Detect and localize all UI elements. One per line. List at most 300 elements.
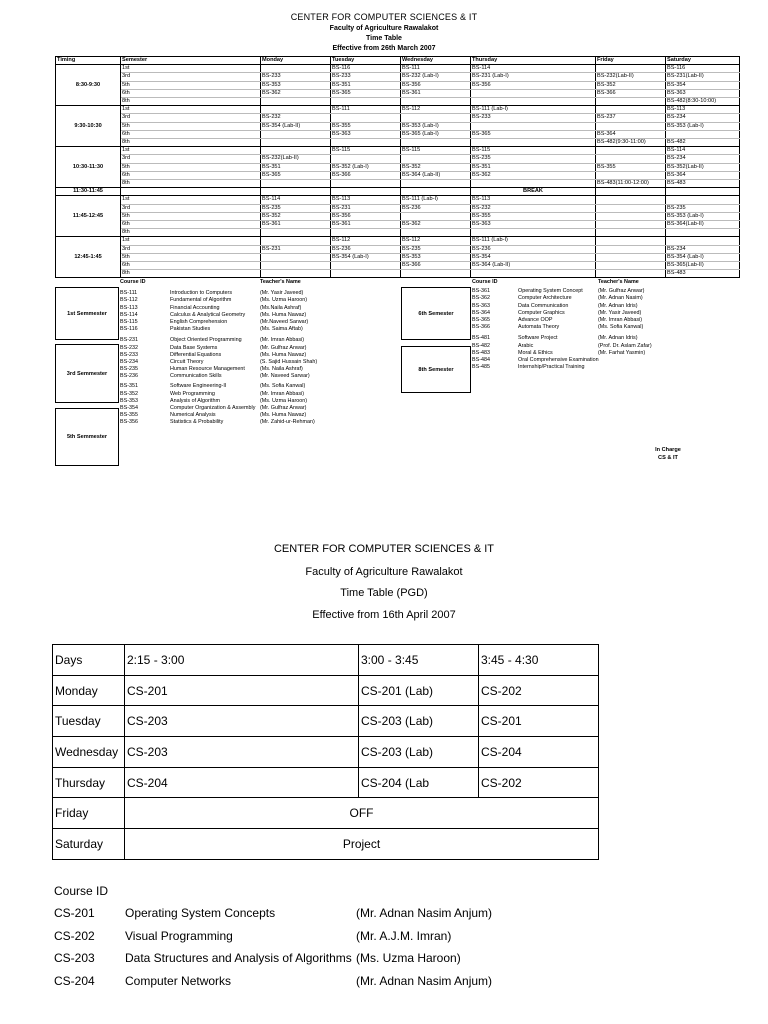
timetable-row <box>56 245 740 253</box>
course-cell: BS-483 <box>666 270 740 278</box>
course-id: BS-231 <box>120 337 138 344</box>
course-cell: BS-365 <box>331 89 401 97</box>
teacher-name: (Ms. Huma Nawaz) <box>260 412 307 419</box>
timetable-row <box>56 262 740 270</box>
semester-cell: 8th <box>121 180 261 188</box>
course-cell: BS-356 <box>401 81 471 89</box>
sem6-course-list <box>472 288 732 331</box>
course-row <box>120 398 410 405</box>
course-cell: BS-232 <box>471 204 596 212</box>
course-row <box>120 412 410 419</box>
course-cell <box>596 196 666 204</box>
course-cell <box>471 139 596 147</box>
course-row <box>120 352 410 359</box>
course-id: BS-366 <box>472 324 490 331</box>
col-thursday: Thursday <box>471 57 596 65</box>
course-row <box>120 391 410 398</box>
course-cell: BS-366 <box>331 171 401 179</box>
course-name: Computer Organization & Assembly <box>170 405 256 411</box>
course-list-header-right <box>472 279 732 286</box>
semester-cell: 8th <box>121 98 261 106</box>
course-name: Moral & Ethics <box>518 349 553 356</box>
pgd-course-cell: CS-204 <box>125 767 359 798</box>
course-id: BS-233 <box>120 351 138 358</box>
timetable-row <box>56 122 740 130</box>
semester-cell: 8th <box>121 139 261 147</box>
course-cell: BS-366 <box>401 262 471 270</box>
pgd-teacher-name: (Mr. Adnan Nasim Anjum) <box>356 973 493 988</box>
course-cell: BS-351 <box>331 81 401 89</box>
pgd-course-cell: CS-204 (Lab <box>359 767 479 798</box>
teacher-name: (Mr.Naveed Sarwar) <box>260 318 309 325</box>
pgd-col-slot2: 3:00 - 3:45 <box>359 645 479 676</box>
timetable-row <box>56 253 740 261</box>
teacher-name: (Mr. Gulfraz Anwar) <box>260 405 307 411</box>
course-cell <box>401 180 471 188</box>
semester-cell: 3rd <box>121 245 261 253</box>
break-blank-cell <box>666 188 740 196</box>
course-row <box>120 419 410 426</box>
course-cell <box>596 122 666 130</box>
course-cell: BS-363 <box>471 221 596 229</box>
pgd-course-name: Operating System Concepts <box>125 906 276 921</box>
pgd-day-cell: Saturday <box>53 829 125 860</box>
course-cell <box>331 155 401 163</box>
pgd-timetable-body <box>53 645 599 860</box>
teacher-name: (Mr. Adnan Nasim) <box>598 295 643 302</box>
course-cell <box>596 229 666 237</box>
course-id: BS-234 <box>120 358 138 365</box>
semester-cell: 8th <box>121 229 261 237</box>
course-row <box>472 350 732 357</box>
col-monday: Monday <box>261 57 331 65</box>
course-row <box>120 337 410 344</box>
sem5-course-list <box>120 383 410 426</box>
pgd-row <box>53 767 599 798</box>
pgd-course-id-heading: Course ID <box>54 884 109 898</box>
pgd-col-days: Days <box>53 645 125 676</box>
semester-cell: 6th <box>121 221 261 229</box>
timetable-row <box>56 73 740 81</box>
break-blank-cell <box>331 188 401 196</box>
timetable-row <box>56 270 740 278</box>
semester-cell: 3rd <box>121 204 261 212</box>
course-cell: BS-112 <box>331 237 401 245</box>
course-cell: BS-355 <box>596 163 666 171</box>
course-cell <box>596 245 666 253</box>
course-cell: BS-235 <box>471 155 596 163</box>
course-cell <box>261 65 331 73</box>
course-row <box>120 326 410 333</box>
time-slot-cell: 10:30-11:30 <box>56 147 121 188</box>
course-cell: BS-483(11:00-12:00) <box>596 180 666 188</box>
teacher-name: (Ms. Sofia Kanwal) <box>598 324 644 331</box>
course-cell: BS-116 <box>666 65 740 73</box>
sem1-label-box: 1st Semmester <box>55 287 119 340</box>
semester-cell: 5th <box>121 163 261 171</box>
teacher-name: (Mr. Gulfraz Anwar) <box>260 344 307 351</box>
pgd-course-id: CS-202 <box>54 928 95 943</box>
course-cell <box>666 237 740 245</box>
course-cell <box>401 114 471 122</box>
pgd-row <box>53 737 599 768</box>
teacher-name: (Mr. Imran Abbasi) <box>260 390 305 397</box>
course-cell: BS-233 <box>261 73 331 81</box>
course-name: Statistics & Probability <box>170 419 224 426</box>
course-list-right <box>472 279 732 371</box>
timetable-row <box>56 65 740 73</box>
course-id: BS-236 <box>120 373 138 380</box>
break-label: BREAK <box>471 188 596 196</box>
pgd-timetable-title: Time Table (PGD) <box>340 587 428 599</box>
course-id: BS-111 <box>120 290 138 297</box>
course-cell: BS-361 <box>261 221 331 229</box>
course-cell <box>331 270 401 278</box>
course-cell <box>261 180 331 188</box>
course-cell: BS-351 <box>261 163 331 171</box>
pgd-course-name: Data Structures and Analysis of Algorithms <box>125 951 352 966</box>
course-cell: BS-235 <box>401 245 471 253</box>
teacher-name: (Mr. Imran Abbasi) <box>598 316 643 323</box>
pgd-course-cell: CS-203 (Lab) <box>359 737 479 768</box>
course-cell <box>471 180 596 188</box>
course-cell: BS-365 <box>471 130 596 138</box>
timetable-row <box>56 106 740 114</box>
timetable-row <box>56 89 740 97</box>
course-cell <box>596 237 666 245</box>
course-cell: BS-236 <box>401 204 471 212</box>
sem8-course-list <box>472 335 732 371</box>
col-saturday: Saturday <box>666 57 740 65</box>
course-name: Automata Theory <box>518 324 560 331</box>
semester-cell: 3rd <box>121 73 261 81</box>
course-id: BS-235 <box>120 366 138 373</box>
course-cell: BS-355 <box>471 212 596 220</box>
course-id: BS-116 <box>120 326 138 333</box>
in-charge-signature <box>640 446 696 462</box>
pgd-course-id: CS-204 <box>54 973 95 988</box>
course-cell <box>596 98 666 106</box>
pgd-day-cell: Thursday <box>53 767 125 798</box>
course-id: BS-485 <box>472 364 490 371</box>
teacher-name: (Prof. Dr. Aslam Zafar) <box>598 342 652 349</box>
course-name: Introduction to Computers <box>170 290 233 297</box>
course-cell: BS-112 <box>401 237 471 245</box>
pgd-teacher-name: (Ms. Uzma Haroon) <box>356 951 461 966</box>
teacher-name: (Ms.Naila Ashraf) <box>260 304 302 311</box>
course-row <box>120 405 410 412</box>
pgd-row <box>53 798 599 829</box>
course-cell: BS-364 <box>666 171 740 179</box>
course-list-header <box>120 279 410 286</box>
teacher-name: (Ms. Huma Nawaz) <box>260 351 307 358</box>
teacher-name: (Ms. Naila Ashraf) <box>260 366 303 373</box>
course-cell <box>596 155 666 163</box>
course-cell: BS-362 <box>471 171 596 179</box>
break-blank-cell <box>596 188 666 196</box>
semester-cell: 5th <box>121 253 261 261</box>
pgd-day-cell: Tuesday <box>53 706 125 737</box>
course-cell <box>261 270 331 278</box>
course-cell: BS-234 <box>666 245 740 253</box>
course-name: Communication Skills <box>170 373 222 380</box>
course-cell: BS-353 (Lab-I) <box>401 122 471 130</box>
course-cell <box>261 98 331 106</box>
course-id: BS-113 <box>120 304 138 311</box>
course-cell: BS-115 <box>331 147 401 155</box>
timetable-row <box>56 171 740 179</box>
sem8-label-box: 8th Semester <box>401 346 471 393</box>
course-cell: BS-113 <box>331 196 401 204</box>
course-cell <box>596 65 666 73</box>
course-cell <box>596 212 666 220</box>
time-slot-cell: 12:45-1:45 <box>56 237 121 278</box>
course-name: Web Programming <box>170 390 215 397</box>
course-id: BS-364 <box>472 309 490 316</box>
course-cell <box>261 139 331 147</box>
pgd-course-name: Computer Networks <box>125 973 232 988</box>
teacher-name: (Mr. Adnan Idris) <box>598 302 638 309</box>
pgd-course-cell: CS-203 (Lab) <box>359 706 479 737</box>
course-row <box>120 359 410 366</box>
teacher-name: (Ms. Sofia Kanwal) <box>260 383 306 390</box>
course-cell: BS-364 <box>596 130 666 138</box>
course-name: Advance OOP <box>518 316 553 323</box>
course-cell <box>261 147 331 155</box>
course-cell: BS-352 <box>401 163 471 171</box>
pgd-teacher-name: (Mr. A.J.M. Imran) <box>356 928 452 943</box>
pgd-course-cell: CS-201 <box>125 675 359 706</box>
course-row <box>120 345 410 352</box>
course-cell: BS-237 <box>596 114 666 122</box>
timetable-row <box>56 163 740 171</box>
pgd-course-cell: CS-204 <box>479 737 599 768</box>
break-time-cell: 11:30-11:45 <box>56 188 121 196</box>
semester-cell: 8th <box>121 270 261 278</box>
course-id: BS-232 <box>120 344 138 351</box>
pgd-faculty-name: Faculty of Agriculture Rawalakot <box>305 566 463 578</box>
course-row <box>120 319 410 326</box>
course-cell: BS-111 <box>401 65 471 73</box>
course-cell <box>596 106 666 114</box>
course-cell: BS-353 (Lab-I) <box>666 122 740 130</box>
course-cell: BS-113 <box>666 106 740 114</box>
timetable-row <box>56 237 740 245</box>
teacher-name: (Mr. Yasir Javeed) <box>598 309 642 316</box>
time-slot-cell: 11:45-12:45 <box>56 196 121 237</box>
course-cell: BS-361 <box>331 221 401 229</box>
course-name: English Comprehension <box>170 318 228 325</box>
course-row <box>472 324 732 331</box>
teacher-name: (Ms. Huma Nawaz) <box>260 311 307 318</box>
course-cell <box>331 114 401 122</box>
teacher-name: (Mr. Naveed Sarwar) <box>260 373 310 380</box>
course-cell: BS-354 <box>471 253 596 261</box>
course-row <box>472 357 732 364</box>
course-name: Pakistan Studies <box>170 326 211 333</box>
course-cell: BS-364(Lab-II) <box>666 221 740 229</box>
course-row <box>472 310 732 317</box>
timetable-body <box>56 65 740 278</box>
timetable-row <box>56 98 740 106</box>
pgd-course-name: Visual Programming <box>125 928 233 943</box>
semester-cell: 6th <box>121 171 261 179</box>
course-id: BS-482 <box>472 342 490 349</box>
in-charge-label: In Charge <box>655 447 681 453</box>
page-title: CENTER FOR COMPUTER SCIENCES & IT <box>290 12 478 22</box>
course-row <box>120 312 410 319</box>
pgd-course-cell: CS-201 (Lab) <box>359 675 479 706</box>
course-cell: BS-234 <box>666 155 740 163</box>
course-name: Object Oriented Programming <box>170 337 242 344</box>
semester-cell: 1st <box>121 196 261 204</box>
teacher-name: (Mr. Zahid-ur-Rehman) <box>260 419 315 426</box>
course-cell: BS-231 (Lab-I) <box>471 73 596 81</box>
semester-cell: 5th <box>121 81 261 89</box>
course-cell <box>666 196 740 204</box>
course-id: BS-352 <box>120 390 138 397</box>
course-name: Differential Equations <box>170 351 222 358</box>
course-row <box>120 305 410 312</box>
course-cell: BS-482(8:30-10:00) <box>666 98 740 106</box>
teacher-heading-right: Teacher's Name <box>598 279 639 285</box>
course-name: Software Project <box>518 335 558 342</box>
course-name: Software Engineering-II <box>170 383 227 390</box>
course-cell: BS-111 (Lab-I) <box>471 106 596 114</box>
course-name: Computer Architecture <box>518 295 572 302</box>
col-tuesday: Tuesday <box>331 57 401 65</box>
course-id: BS-353 <box>120 397 138 404</box>
course-name: Oral Comprehensive Examination <box>518 356 599 363</box>
course-cell <box>331 139 401 147</box>
course-cell: BS-482(9:30-11:00) <box>596 139 666 147</box>
course-row <box>120 297 410 304</box>
course-cell: BS-115 <box>471 147 596 155</box>
course-id-heading-right: Course ID <box>472 279 498 285</box>
break-row <box>56 188 740 196</box>
course-row <box>120 290 410 297</box>
course-cell: BS-366 <box>596 89 666 97</box>
course-cell: BS-363 <box>331 130 401 138</box>
course-cell: BS-235 <box>261 204 331 212</box>
time-slot-cell: 9:30-10:30 <box>56 106 121 147</box>
course-name: Circuit Theory <box>170 358 204 365</box>
sem1-course-list <box>120 290 410 333</box>
course-cell <box>596 262 666 270</box>
course-id: BS-351 <box>120 383 138 390</box>
pgd-timetable <box>52 644 599 860</box>
course-row <box>472 295 732 302</box>
pgd-course-id: CS-201 <box>54 906 95 921</box>
effective-date: Effective from 26th March 2007 <box>332 45 436 52</box>
course-cell: BS-231 <box>261 245 331 253</box>
teacher-name: (Ms. Uzma Haroon) <box>260 397 308 404</box>
course-id: BS-355 <box>120 412 138 419</box>
semester-cell: 5th <box>121 122 261 130</box>
course-cell <box>261 237 331 245</box>
timetable-row <box>56 212 740 220</box>
course-id: BS-362 <box>472 295 490 302</box>
course-row <box>472 343 732 350</box>
course-row <box>472 288 732 295</box>
course-id: BS-363 <box>472 302 490 309</box>
course-id: BS-356 <box>120 419 138 426</box>
pgd-course-cell: CS-202 <box>479 675 599 706</box>
timetable-row <box>56 147 740 155</box>
course-cell: BS-352 <box>261 212 331 220</box>
course-cell: BS-231 <box>331 204 401 212</box>
pgd-merged-cell: OFF <box>125 798 599 829</box>
course-cell <box>666 229 740 237</box>
course-cell <box>471 229 596 237</box>
course-name: Operating System Concept <box>518 288 583 295</box>
course-cell: BS-361 <box>401 89 471 97</box>
course-id: BS-354 <box>120 405 138 411</box>
timetable-row <box>56 155 740 163</box>
teacher-heading: Teacher's Name <box>260 279 301 285</box>
course-id: BS-112 <box>120 297 138 304</box>
course-cell: BS-234 <box>666 114 740 122</box>
semester-cell: 5th <box>121 212 261 220</box>
course-cell: BS-111 <box>331 106 401 114</box>
course-id: BS-114 <box>120 311 138 318</box>
course-cell <box>596 204 666 212</box>
semester-cell: 3rd <box>121 114 261 122</box>
course-row <box>472 335 732 342</box>
course-cell <box>331 229 401 237</box>
sem6-label-box: 6th Semester <box>401 287 471 340</box>
course-row <box>120 366 410 373</box>
course-cell: BS-355 <box>331 122 401 130</box>
course-cell: BS-365(Lab-II) <box>666 262 740 270</box>
timetable-header-row <box>56 57 740 65</box>
course-cell <box>331 262 401 270</box>
course-cell: BS-482 <box>666 139 740 147</box>
course-cell: BS-233 <box>471 114 596 122</box>
course-cell <box>666 130 740 138</box>
course-cell <box>261 106 331 114</box>
pgd-teacher-name: (Mr. Adnan Nasim Anjum) <box>356 906 493 921</box>
course-cell <box>471 89 596 97</box>
faculty-name: Faculty of Agriculture Rawalakot <box>329 25 439 32</box>
course-cell <box>261 229 331 237</box>
teacher-name: (Mr. Farhat Yasmin) <box>598 349 646 356</box>
course-cell: BS-236 <box>471 245 596 253</box>
semester-cell: 6th <box>121 89 261 97</box>
course-cell: BS-353 <box>261 81 331 89</box>
timetable-row <box>56 139 740 147</box>
course-cell: BS-354 (Lab-I) <box>666 253 740 261</box>
course-row <box>120 373 410 380</box>
course-cell: BS-114 <box>666 147 740 155</box>
course-cell <box>596 171 666 179</box>
pgd-header-row <box>53 645 599 676</box>
timetable-title: Time Table <box>366 35 402 42</box>
pgd-day-cell: Wednesday <box>53 737 125 768</box>
pgd-center-title: CENTER FOR COMPUTER SCIENCES & IT <box>273 543 495 555</box>
course-cell: BS-232 (Lab-I) <box>401 73 471 81</box>
main-timetable <box>55 56 740 278</box>
course-cell: BS-354 (Lab-I) <box>331 253 401 261</box>
teacher-name: (Ms. Uzma Haroon) <box>260 297 308 304</box>
course-cell: BS-233 <box>331 73 401 81</box>
sem5-label-box: 5th Semmester <box>55 408 119 466</box>
course-id-heading: Course ID <box>120 279 146 285</box>
break-blank-cell <box>261 188 331 196</box>
semester-cell: 3rd <box>121 155 261 163</box>
course-cell: BS-232(Lab-II) <box>261 155 331 163</box>
course-name: Data Communication <box>518 302 569 309</box>
